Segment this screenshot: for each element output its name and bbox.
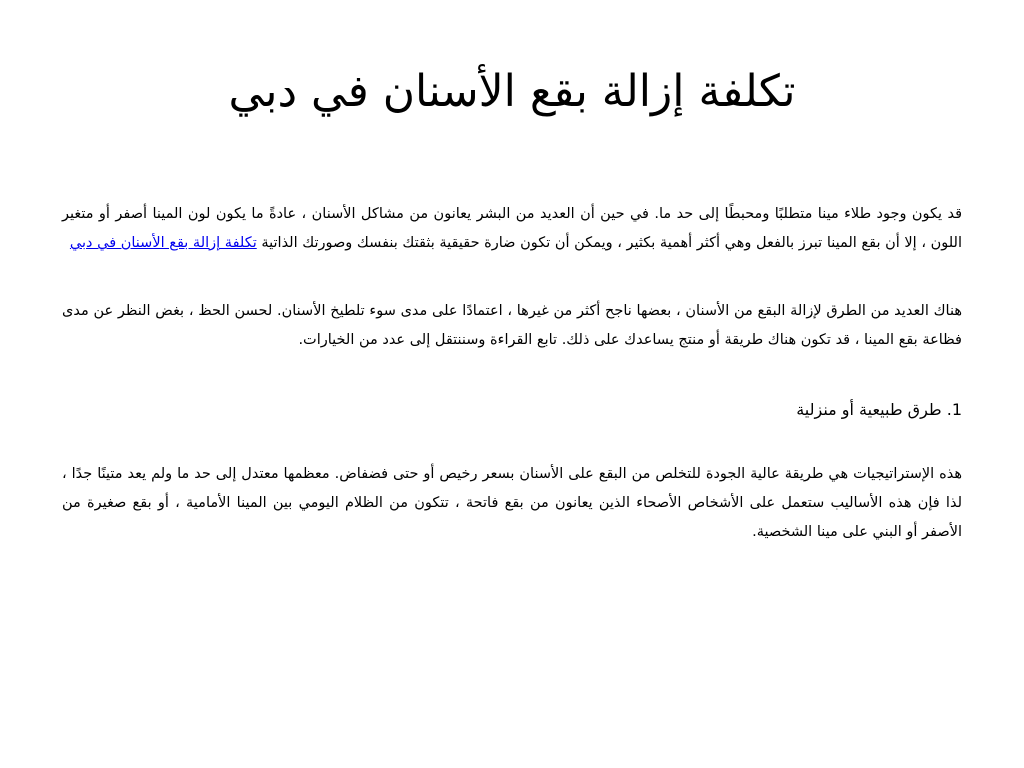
section-heading: 1. طرق طبيعية أو منزلية [796, 400, 962, 419]
page-title: تكلفة إزالة بقع الأسنان في دبي [228, 66, 796, 117]
methods-paragraph: هناك العديد من الطرق لإزالة البقع من الأسنان ، بعضها ناجح أكثر من غيرها ، اعتمادًا على مدى سوء تلطيخ الأسنان. لحسن الحظ ، بغض النظر عن مدى فظاعة بقع المينا ، قد تكون هناك طريقة أو منتج يساعدك على ذلك. تابع القراءة وسننتقل إلى عدد من الخيارات. [62, 303, 962, 348]
natural-methods-paragraph: هذه الإستراتيجيات هي طريقة عالية الجودة للتخلص من البقع على الأسنان بسعر رخيص أو حتى فضفاض. معظمها معتدل إلى حد ما ولم يعد متينًا جدًا ، لذا فإن هذه الأساليب ستعمل على الأشخاص الأصحاء الذين يعانون من بقع فاتحة ، تتكون من الظلام اليومي بين المينا الأمامية ، أو بقع صغيرة من الأصفر أو البني على مينا الشخصية. [62, 466, 962, 540]
intro-text: قد يكون وجود طلاء مينا متطلبًا ومحبطًا إلى حد ما. في حين أن العديد من البشر يعانون من مشاكل الأسنان ، عادةً ما يكون لون المينا أصفر أو متغير اللون ، إلا أن بقع المينا تبرز بالفعل وهي أكثر أهمية بكثير ، ويمكن أن تكون ضارة حقيقية بثقتك بنفسك وصورتك الذاتية [62, 206, 962, 251]
cost-link[interactable]: تكلفة إزالة بقع الأسنان في دبي [69, 235, 257, 251]
intro-paragraph [62, 200, 962, 258]
slide-content [62, 200, 962, 547]
